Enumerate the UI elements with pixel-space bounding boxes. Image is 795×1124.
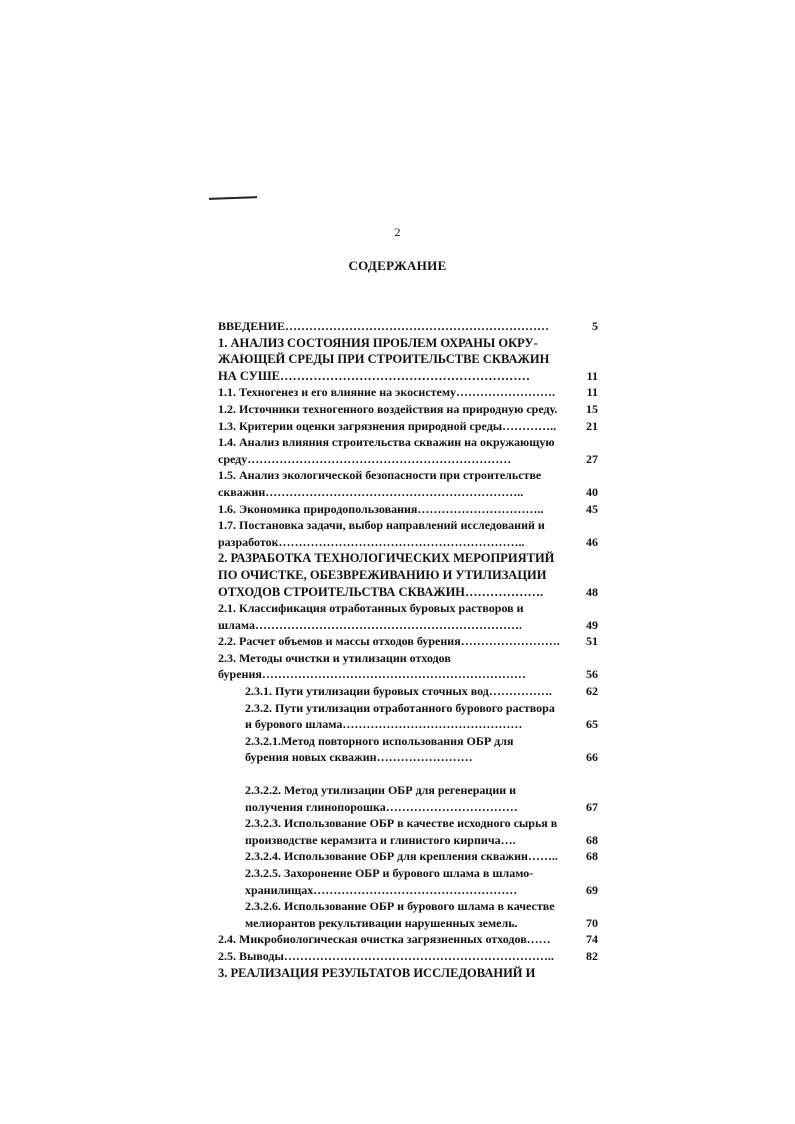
toc-entry-text: 1. АНАЛИЗ СОСТОЯНИЯ ПРОБЛЕМ ОХРАНЫ ОКРУ- ЖАЮЩЕЙ СРЕДЫ ПРИ СТРОИТЕЛЬСТВЕ СКВАЖИН НА СУШЕ…………………………………………………… bbox=[218, 335, 550, 383]
toc-entry-page: 27 bbox=[586, 451, 598, 466]
toc-entry-text: 1.5. Анализ экологической безопасности при строительстве скважин……………………………………………………….. bbox=[218, 468, 542, 499]
toc-entry-2-1[interactable] bbox=[218, 600, 598, 633]
toc-entry-1-6[interactable] bbox=[218, 501, 598, 518]
toc-entry-2-3-2-5[interactable] bbox=[218, 865, 598, 898]
toc-entry-2-3-2-4[interactable] bbox=[218, 848, 598, 865]
toc-entry-page: 74 bbox=[586, 932, 598, 947]
toc-entry-text: ВВЕДЕНИЕ………………………………………………………… bbox=[218, 319, 549, 333]
toc-entry-text: 2.5. Выводы………………………………………………………….. bbox=[218, 948, 554, 963]
toc-entry-text: 2.2. Расчет объемов и массы отходов бурения……………………. bbox=[218, 634, 560, 649]
toc-entry-chapter-1[interactable] bbox=[218, 335, 598, 385]
toc-entry-text: 2.3.2.1.Метод повторного использования ОБР для бурения новых скважин…………………… bbox=[245, 733, 514, 765]
toc-entry-text: 1.3. Критерии оценки загрязнения природной среды………….. bbox=[218, 418, 557, 433]
toc-entry-page: 67 bbox=[586, 799, 598, 814]
toc-entry-text: 2. РАЗРАБОТКА ТЕХНОЛОГИЧЕСКИХ МЕРОПРИЯТИЙ ПО ОЧИСТКЕ, ОБЕЗВРЕЖИВАНИЮ И УТИЛИЗАЦИИ ОТХОДОВ СТРОИТЕЛЬСТВА СКВАЖИН………………. bbox=[218, 551, 555, 599]
toc-entry-page: 5 bbox=[592, 319, 598, 333]
toc-entry-page: 56 bbox=[586, 667, 598, 682]
toc-entry-text: 1.4. Анализ влияния строительства скважин на окружающую среду………………………………………………………… bbox=[218, 435, 555, 466]
toc-entry-page: 21 bbox=[586, 418, 598, 433]
toc-entry-2-3-2[interactable] bbox=[218, 700, 598, 733]
toc-entry-chapter-2[interactable] bbox=[218, 550, 598, 600]
toc-entry-text: 2.3.2.4. Использование ОБР для крепления скважин…….. bbox=[245, 849, 558, 864]
toc-entry-2-3-2-3[interactable] bbox=[218, 815, 598, 848]
toc-entry-text: 2.3.2.2. Метод утилизации ОБР для регенерации и получения глинопорошка…………………………… bbox=[245, 783, 518, 814]
toc-entry-text: 3. РЕАЛИЗАЦИЯ РЕЗУЛЬТАТОВ ИССЛЕДОВАНИЙ И bbox=[218, 965, 536, 980]
toc-entry-introduction[interactable] bbox=[218, 318, 598, 335]
toc-entry-page: 68 bbox=[586, 849, 598, 864]
toc-entry-1-4[interactable] bbox=[218, 434, 598, 467]
toc-entry-2-5[interactable] bbox=[218, 948, 598, 965]
toc-entry-text: 2.4. Микробиологическая очистка загрязненных отходов…… bbox=[218, 932, 551, 947]
toc-entry-text: 1.1. Техногенез и его влияние на экосистему……………………. bbox=[218, 385, 556, 400]
toc-entry-2-2[interactable] bbox=[218, 633, 598, 650]
toc-entry-text: 2.3.2. Пути утилизации отработанного бурового раствора и бурового шлама……………………………………… bbox=[245, 700, 555, 732]
toc-entry-text: 2.3.1. Пути утилизации буровых сточных вод……………. bbox=[245, 684, 552, 699]
toc-entry-text: 2.1. Классификация отработанных буровых растворов и шлама…………………………………………………………. bbox=[218, 601, 524, 632]
table-of-contents bbox=[218, 318, 598, 981]
toc-entry-page: 70 bbox=[586, 915, 598, 930]
toc-entry-page: 82 bbox=[586, 948, 598, 963]
toc-entry-2-4[interactable] bbox=[218, 931, 598, 948]
toc-entry-text: 2.3.2.6. Использование ОБР и бурового шлама в качестве мелиорантов рекультивации нарушенных земель. bbox=[245, 899, 555, 930]
toc-entry-page: 66 bbox=[586, 750, 598, 765]
toc-entry-2-3[interactable] bbox=[218, 650, 598, 683]
page-title: СОДЕРЖАНИЕ bbox=[348, 258, 447, 273]
toc-entry-page: 62 bbox=[586, 684, 598, 699]
toc-entry-chapter-3[interactable] bbox=[218, 965, 598, 982]
toc-entry-text: 2.3.2.5. Захоронение ОБР и бурового шлама в шламо- хранилищах…………………………………………… bbox=[245, 866, 534, 897]
toc-entry-2-3-2-2[interactable] bbox=[218, 782, 598, 815]
toc-entry-page: 40 bbox=[586, 484, 598, 499]
toc-entry-text: 2.3. Методы очистки и утилизации отходов бурения………………………………………………………… bbox=[218, 650, 526, 682]
toc-entry-text: 1.2. Источники техногенного воздействия на природную среду. bbox=[218, 401, 558, 416]
toc-entry-page: 45 bbox=[586, 501, 598, 516]
toc-entry-page: 11 bbox=[586, 368, 598, 383]
toc-entry-2-3-2-1[interactable] bbox=[218, 733, 598, 766]
toc-entry-page: 49 bbox=[586, 617, 598, 632]
scan-artifact-line bbox=[209, 196, 257, 200]
toc-entry-1-1[interactable] bbox=[218, 384, 598, 401]
toc-entry-1-2[interactable] bbox=[218, 401, 598, 418]
page-number: 2 bbox=[394, 225, 401, 239]
toc-entry-text: 1.6. Экономика природопользования………………………….. bbox=[218, 501, 544, 516]
toc-entry-page: 15 bbox=[586, 401, 598, 416]
toc-entry-page: 68 bbox=[586, 832, 598, 847]
toc-entry-1-5[interactable] bbox=[218, 467, 598, 500]
toc-entry-1-3[interactable] bbox=[218, 418, 598, 435]
toc-entry-page: 65 bbox=[586, 717, 598, 732]
toc-entry-page: 11 bbox=[586, 385, 598, 400]
toc-entry-text: 1.7. Постановка задачи, выбор направлений исследований и разработок…………………………………………………….. bbox=[218, 518, 545, 549]
toc-entry-page: 46 bbox=[586, 534, 598, 549]
spacer bbox=[218, 766, 598, 782]
toc-entry-page: 51 bbox=[586, 634, 598, 649]
toc-entry-2-3-2-6[interactable] bbox=[218, 898, 598, 931]
toc-entry-2-3-1[interactable] bbox=[218, 683, 598, 700]
toc-entry-1-7[interactable] bbox=[218, 517, 598, 550]
toc-entry-text: 2.3.2.3. Использование ОБР в качестве исходного сырья в производстве керамзита и глинистого кирпича…. bbox=[245, 816, 558, 847]
toc-entry-page: 48 bbox=[586, 584, 598, 599]
toc-entry-page: 69 bbox=[586, 882, 598, 897]
